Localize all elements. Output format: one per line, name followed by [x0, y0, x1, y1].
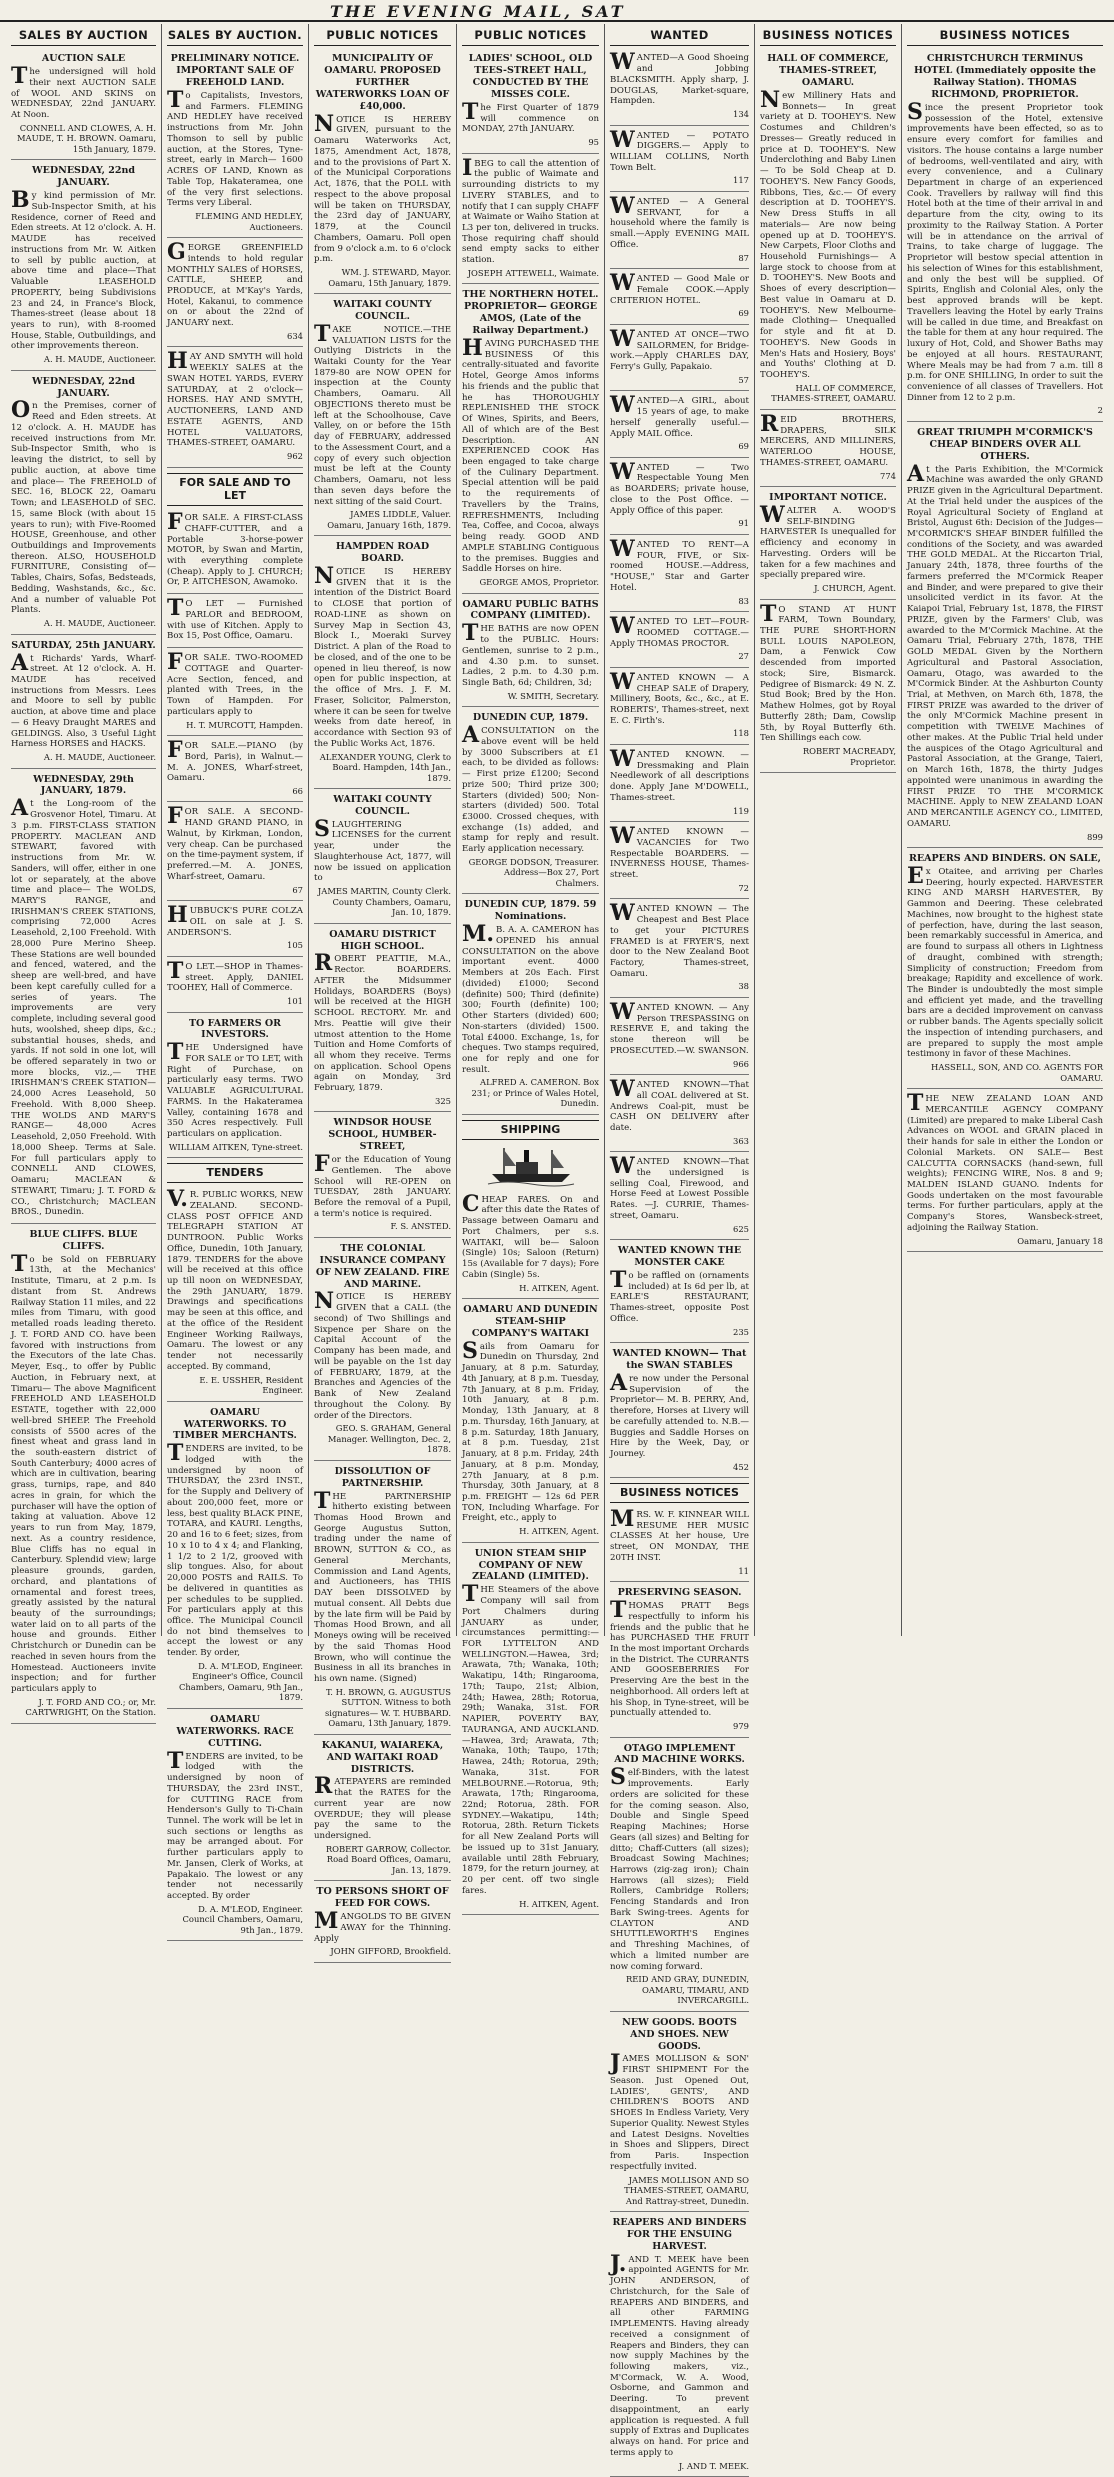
- advertisement: [314, 1463, 451, 1735]
- advertisement-body: MANGOLDS TO BE GIVEN AWAY for the Thinning. Apply: [314, 1908, 451, 1944]
- advertisement: [610, 537, 749, 612]
- advertisement-signature: 91: [738, 518, 749, 529]
- advertisement-title: TO FARMERS OR INVESTORS.: [188, 1017, 282, 1041]
- column-header: PUBLIC NOTICES: [462, 26, 599, 46]
- advertisement-signature: 118: [733, 728, 749, 739]
- advertisement-body: Since the present Proprietor took possession of the Hotel, extensive improvements have been effected, so as to ensure every comfort for families and visitors. The house contains a large number of bedrooms, well-ventilated and airy, with every convenience, and a Culinary Department in charge of an experienced Cook. Travellers by railway will find this Hotel both at the time of their arrival in and departure from the city, owing to its proximity to the Railway Station. A Porter will be in attendance on the arrival of Trains, to take charge of luggage. The Proprietor will bestow special attention in his selection of Wines for this establishment, and only the best will be supplied. Of Spirits, English and Colonial Ales, only the best approved brands will be kept. Travellers leaving the Hotel by early Trains will be called in due time, and Breakfast on the table for them at any hour required. The luxury of Hot, Cold, and Shower Baths may be enjoyed at all hours. RESTAURANT, Where Meals may be had from 7 a.m. till 8 p.m. for ONE SHILLING, In order to suit the convenience of all classes of Travellers. Hot Dinner from 12 to 2 p.m.: [907, 98, 1103, 403]
- advertisement-signature: Oamaru, January 18: [1017, 1235, 1103, 1246]
- advertisement-signature: 72: [738, 882, 749, 893]
- advertisement-body: TENDERS are invited, to be lodged with the undersigned by noon of THURSDAY, the 23rd INST., for the Supply and Delivery of about 200,000 feet, more or less, best quality BLACK PINE, TOTARA, and KAURI. Lengths, 20 and 16 to 6 feet; sizes, from 10 x 10 to 4 x 4; and Flanking, 1 1/2 to 2 1/2, grooved with slip tongues. Also, for about 20,000 POSTS and RAILS. To be delivered in quantities as per schedules to be supplied. For particulars apply at this office. The Municipal Council do not bind themselves to accept the lowest or any tender. By order,: [167, 1440, 303, 1659]
- advertisement: [610, 1345, 749, 1478]
- advertisement-body: Sails from Oamaru for Dunedin on Thursday, 2nd January, at 8 p.m. Saturday, 4th January, at 8 p.m. Tuesday, 7th January, at 8 p.m. Friday, 10th January, at 8 p.m. Monday, 13th January, at 8 p.m. Thursday, 16th January, at 8 p.m. Saturday, 18th January, at 8 p.m. Tuesday, 21st January, at 8 p.m. Friday, 24th January, at 8 p.m. Monday, 27th January, at 8 p.m. Thursday, 30th January, at 8 p.m. FREIGHT — 12s 6d PER TON, Including Wharfage. For Freight, etc., apply to: [462, 1337, 599, 1524]
- advertisement: [610, 50, 749, 125]
- steamship-illustration-icon: [462, 1144, 599, 1188]
- advertisement-body: WANTED KNOWN. — Dressmaking and Plain Needlework of all descriptions done. Apply Jane M'DOWELL, Thames-street.: [610, 745, 749, 803]
- advertisement-signature: CONNELL AND CLOWES, A. H. MAUDE, T. H. BROWN. Oamaru, 15th January, 1879.: [16, 122, 156, 154]
- advertisement-title: SATURDAY, 25th JANUARY.: [11, 639, 156, 651]
- advertisement-title: DUNEDIN CUP, 1879. 59 Nominations.: [464, 899, 597, 923]
- advertisement-signature: 66: [292, 785, 303, 796]
- advertisement: [167, 804, 303, 901]
- advertisement-body: The undersigned will hold their next AUCTION SALE of WOOL AND SKINS on WEDNESDAY, 22nd JANUARY. At Noon.: [11, 63, 156, 121]
- advertisement: [167, 1187, 303, 1401]
- advertisement: [314, 1114, 451, 1238]
- advertisement: [610, 1154, 749, 1240]
- advertisement-body: TENDERS are invited, to be lodged with the undersigned by noon of THURSDAY, the 23rd INST., for CUTTING RACE from Henderson's Gully to Ti-Chain Tunnel. The work will be let in such sections or lengths as may be arranged about. For further particulars apply to Mr. Jansen, Clerk of Works, at Papakaio. The lowest or any tender not necessarily accepted. By order: [167, 1747, 303, 1902]
- advertisement-body: HAVING PURCHASED THE BUSINESS Of this centrally-situated and favorite Hotel, George Amos informs his friends and the public that he has THOROUGHLY REPLENISHED THE STOCK Of Wines, Spirits, and Beers, All of which are of the Best Description. AN EXPERIENCED COOK Has been engaged to take charge of the Culinary Department. Special attention will be paid to the requirements of Travellers by the Trains, REFRESHMENTS, Including Tea, Coffee, and Cocoa, always being ready. GOOD AND AMPLE STABLING Contiguous to the premises. Buggies and Saddle Horses on hire.: [462, 334, 599, 575]
- advertisement: [610, 824, 749, 899]
- advertisement-title: OAMARU WATERWORKS. RACE CUTTING.: [176, 1713, 294, 1749]
- advertisement-title: WANTED KNOWN— That the SWAN STABLES: [612, 1348, 747, 1371]
- advertisement-title: GREAT TRIUMPH M'CORMICK'S CHEAP BINDERS OVER ALL OTHERS.: [917, 426, 1093, 462]
- advertisement-body: WANTED KNOWN — VACANCIES for Two Respectable BOARDERS. —INVERNESS HOUSE, Thames-street.: [610, 823, 749, 881]
- advertisement-title: OAMARU DISTRICT HIGH SCHOOL.: [329, 928, 436, 952]
- advertisement: [610, 128, 749, 192]
- section-header: SHIPPING: [462, 1120, 599, 1140]
- advertisement: [167, 349, 303, 467]
- advertisement: [314, 538, 451, 789]
- advertisement-signature: 11: [738, 1565, 749, 1576]
- column-public-notices-2: [457, 24, 605, 1909]
- advertisement-signature: E. E. USSHER, Resident Engineer.: [199, 1374, 303, 1396]
- advertisement-signature: ALEXANDER YOUNG, Clerk to Board. Hampden, 14th Jan., 1879.: [319, 751, 451, 783]
- advertisement-signature: 101: [287, 996, 303, 1007]
- advertisement-body: To be raffled on (ornaments included) at Is 6d per lb, at EARLE'S RESTAURANT, Thames-street, opposite Post Office.: [610, 1266, 749, 1324]
- section-header: BUSINESS NOTICES: [610, 1483, 749, 1503]
- advertisement-body: At Richards' Yards, Wharf-street. At 12 o'clock. A. H. MAUDE has received instructions from Messrs. Lees and Moore to sell by public auction, at above time and place— 6 Heavy Draught MARES and GELDINGS. Also, 3 Useful Light Harness HORSES and HACKS.: [11, 649, 156, 750]
- advertisement: [314, 1737, 451, 1882]
- advertisement: [167, 959, 303, 1013]
- advertisement: [167, 1015, 303, 1159]
- advertisement-body: Self-Binders, with the latest improvements. Early orders are solicited for these for the coming season. Also, Double and Single Speed Reaping Machines; Horse Gears (all sizes) and Belting for ditto; Chaff-Cutters (all sizes); Broadcast Sowing Machines; Harrows (zig-zag iron); Chain Harrows (all sizes); Field Rollers, Cambridge Rollers; Fencing Standards and Iron Bark Swing-trees. Agents for CLAYTON AND SHUTTLEWORTH'S Engines and Threshing Machines, of which a limited number are now coming forward.: [610, 1764, 749, 1972]
- advertisement-title: REAPERS AND BINDERS FOR THE ENSUING HARVEST.: [612, 2217, 747, 2252]
- advertisement-body: TO STAND AT HUNT FARM, Town Boundary, THE PURE SHORT-HORN BULL LOUIS NAPOLEON, Dam, a Fenwick Cow descended from imported stock; Sire, Bismarck. Pedigree of Bismarck: 49 N. Z. Stud Book; Bred by the Hon. Mathew Holmes, got by Royal Butterfly 28th; Dam, Cowslip 5th, by Royal Butterfly 6th. Ten Shillings each cow.: [760, 600, 896, 744]
- advertisement-signature: WM. J. STEWARD, Mayor. Oamaru, 15th January, 1879.: [328, 267, 451, 288]
- advertisement-signature: H. AITKEN, Agent.: [519, 1526, 599, 1537]
- column-business-notices-2: [902, 24, 1108, 1636]
- section-header: TENDERS: [167, 1163, 303, 1183]
- advertisement-body: TO LET.—SHOP in Thames-street. Apply, DANIEL TOOHEY, Hall of Commerce.: [167, 957, 303, 994]
- advertisement: [167, 510, 303, 594]
- advertisement: [462, 156, 599, 285]
- advertisement-body: Ex Otaitee, and arriving per Charles Deering, hourly expected. HARVESTER KING AND MARSH HARVESTER, By Gammon and Deering. These celebrated Machines, now brought to the highest state of perfection, have, during the last season, been remarkably successful in America, and are found to surpass all others in Lightness of draught, combined with strength; Simplicity of construction; Freedom from breakage; Rapidity and excellence of work. The Binder is undoubtedly the most simple and efficient yet made, and the travelling bars are a decided improvement on canvass or rubber bands. The Agents specially solicit the inspection of intending purchasers, and are prepared to supply the most ample testimony in favor of these Machines.: [907, 862, 1103, 1060]
- advertisement-signature: 38: [738, 981, 749, 992]
- advertisement-title: OAMARU PUBLIC BATHS COMPANY (LIMITED).: [462, 598, 599, 622]
- advertisement-title: WEDNESDAY, 22nd JANUARY.: [31, 375, 135, 399]
- column-sales-by-auction-1: [6, 24, 162, 1718]
- advertisement: [907, 850, 1103, 1089]
- advertisement-signature: 69: [738, 308, 749, 319]
- advertisement: [760, 602, 896, 774]
- advertisement: [314, 50, 451, 294]
- advertisement: [760, 412, 896, 487]
- advertisement-title: WAITAKI COUNTY COUNCIL.: [333, 299, 432, 322]
- section-header: FOR SALE AND TO LET: [167, 473, 303, 507]
- advertisement-signature: REID AND GRAY, DUNEDIN, OAMARU, TIMARU, AND INVERCARGILL.: [625, 1974, 749, 2006]
- advertisement: [167, 240, 303, 347]
- advertisement-signature: 235: [733, 1326, 749, 1337]
- advertisement-body: NOTICE IS HEREBY GIVEN, pursuant to the Oamaru Waterworks Act, 1875, Amendment Act, 1878, and to the provisions of Part X. of the Municipal Corporations Act, 1876, that the POLL with respect to the above proposal will be taken on THURSDAY, the 23rd day of JANUARY, 1879, at the Council Chambers, Oamaru. Poll open from 9 o'clock a.m. to 6 o'clock p.m.: [314, 110, 451, 265]
- advertisement-body: FOR SALE. A SECOND-HAND GRAND PIANO, in Walnut, by Kirkman, London, very cheap. Can be purchased on the time-payment system, if preferred.—M. A. JONES, Wharf-street, Oamaru.: [167, 803, 303, 882]
- advertisement-body: New Millinery Hats and Bonnets— In great variety at D. TOOHEY'S. New Costumes and Children's Dresses— Greatly reduced in price at D. TOOHEY'S. New Underclothing and Baby Linen— To be Sold Cheap at D. TOOHEY'S. New Fancy Goods, Ribbons, Ties, &c.— Of every description at D. TOOHEY'S. New Dress Stuffs in all materials— Are now being opened up at D. TOOHEY'S. New Carpets, Floor Cloths and Household Furnishings— A large stock to choose from at D. TOOHEY'S. New Boots and Shoes of every description— Best value in Oamaru at D. TOOHEY'S. New Melbourne-made Clothing— Unequalled for style and fit at D. TOOHEY'S. New Goods in Men's Hats and Hosiery, Boys' and Youths' Clothing at D. TOOHEY'S.: [760, 87, 896, 381]
- advertisement: [167, 738, 303, 802]
- advertisement-signature: A. H. MAUDE, Auctioneer.: [43, 752, 156, 763]
- advertisement-title: LADIES' SCHOOL, OLD TEES-STREET HALL, CONDUCTED BY THE MISSES COLE.: [468, 53, 593, 100]
- advertisement-signature: 95: [588, 137, 599, 148]
- advertisement: [11, 373, 156, 635]
- advertisement-body: For the Education of Young Gentlemen. The above School will RE-OPEN on TUESDAY, 28th JANUARY. Before the removal of a Pupil, a term's notice is required.: [314, 1151, 451, 1219]
- column-header: BUSINESS NOTICES: [907, 26, 1103, 46]
- advertisement-title: WANTED KNOWN THE MONSTER CAKE: [617, 1245, 742, 1269]
- advertisement: [314, 1883, 451, 1962]
- advertisement-body: IBEG to call the attention of the public of Waimate and surrounding districts to my LIVERY STABLES, and to notify that I can supply CHAFF at Waimate or Waiho Station at L3 per ton, delivered in trucks. Those requiring chaff should send empty sacks to either station.: [462, 154, 599, 266]
- advertisement-body: THOMAS PRATT Begs respectfully to inform his friends and the public that he has PURCHASED THE FRUIT In the most important Orchards in the District. The CURRANTS AND GOOSEBERRIES For Preserving Are the best in the neighborhood. All orders left at his Shop, in Tyne-street, will be punctually attended to.: [610, 1597, 750, 1719]
- advertisement-body: NOTICE IS HEREBY GIVEN that it is the intention of the District Board to CLOSE that portion of ROAD-LINE as shown on Survey Map in Section 43, Block I., Moeraki Survey District. A plan of the Road to be closed, and of the one to be opened in lieu thereof, is now open for public inspection, at the office of Mrs. J. F. M. Fraser, Solicitor, Palmerston, where it can be seen for twelve weeks from date hereof, in accordance with Section 93 of the Public Works Act, 1876.: [314, 563, 451, 749]
- advertisement-body: WANTED KNOWN. — Any Person TRESPASSING on RESERVE E, and taking the stone thereon will be PROSECUTED.—W. SWANSON.: [610, 998, 749, 1056]
- advertisement-title: DUNEDIN CUP, 1879.: [472, 712, 589, 724]
- advertisement-body: SLAUGHTERING LICENSES for the current year, under the Slaughterhouse Act, 1877, will now be issued on application to: [314, 815, 451, 884]
- advertisement-signature: 105: [287, 940, 303, 951]
- advertisement-title: TO PERSONS SHORT OF FEED FOR COWS.: [316, 1886, 449, 1910]
- advertisement: [907, 424, 1103, 848]
- advertisement-body: WANTED — Two Respectable Young Men as BOARDERS; private house, close to the Post Office. — Apply Office of this paper.: [610, 458, 749, 516]
- advertisement-signature: JAMES LIDDLE, Valuer. Oamaru, January 16th, 1879.: [327, 509, 451, 530]
- advertisement-signature: 452: [733, 1461, 749, 1472]
- advertisement-title: NEW GOODS. BOOTS AND SHOES. NEW GOODS.: [622, 2016, 737, 2052]
- advertisement-signature: 625: [733, 1223, 749, 1234]
- column-business-notices-1: [755, 24, 902, 1636]
- advertisement: [462, 286, 599, 593]
- advertisement-title: HAMPDEN ROAD BOARD.: [335, 541, 430, 565]
- advertisement-body: WANTED — POTATO DIGGERS.— Apply to WILLIAM COLLINS, North Town Belt.: [610, 126, 749, 173]
- masthead-title: THE EVENING MAIL, SAT: [330, 2, 626, 21]
- advertisement-body: V.R. PUBLIC WORKS, NEW ZEALAND. SECOND-CLASS POST OFFICE AND TELEGRAPH STATION AT DUNTROON. Public Works Office, Dunedin, 10th January, 1879. TENDERS for the above will be received at this office up till noon on WEDNESDAY, the 29th JANUARY, 1879. Drawings and specifications may be seen at this office, and at the office of the Resident Engineer Working Railways, Oamaru. The lowest or any tender not necessarily accepted. By command,: [167, 1186, 303, 1372]
- advertisement-body: THE Steamers of the above Company will sail from Port Chalmers during JANUARY as under, circumstances permitting:— FOR LYTTELTON AND WELLINGTON.—Hawea, 3rd; Arawata, 7th; Wanaka, 10th; Wakatipu, 14th; Ringarooma, 17th; Taupo, 21st; Albion, 24th; Hawea, 28th; Rotorua, 29th; Wanaka, 31st. FOR NAPIER, POVERTY BAY, TAURANGA, AND AUCKLAND.—Hawea, 3rd; Arawata, 7th; Wanaka, 10th; Taupo, 17th; Hawea, 24th; Rotorua, 29th; Wanaka, 31st. FOR MELBOURNE.—Rotorua, 9th; Arawata, 17th; Ringarooma, 22nd; Rotorua, 28th. FOR SYDNEY.—Wakatipu, 14th; Rotorua, 28th. Return Tickets for all New Zealand Ports will be issued up to 31st January, available until 28th February, 1879, for the return journey, at 20 per cent. off two single fares.: [462, 1581, 599, 1896]
- advertisement: [610, 327, 749, 391]
- advertisement: [610, 460, 749, 535]
- advertisement: [462, 896, 599, 1115]
- advertisement-body: The First Quarter of 1879 will commence on MONDAY, 27th JANUARY.: [462, 98, 599, 135]
- advertisement-body: REID BROTHERS, DRAPERS, SILK MERCERS, AND MILLINERS, WATERLOO HOUSE, THAMES-STREET, OAMARU.: [760, 410, 896, 468]
- advertisement-signature: JAMES MOLLISON AND SO THAMES-STREET, OAMARU, And Rattray-street, Dunedin.: [624, 2174, 749, 2206]
- advertisement: [610, 614, 749, 668]
- advertisement-signature: 117: [733, 175, 749, 186]
- advertisement-title: MUNICIPALITY OF OAMARU. PROPOSED FURTHER WATERWORKS LOAN OF £40,000.: [315, 53, 450, 112]
- advertisement-body: WANTED KNOWN—That the undersigned is selling Coal, Firewood, and Horse Feed at Lowest Possible Rates. —J. CURRIE, Thames-street, Oamaru.: [610, 1153, 749, 1221]
- advertisement-body: WANTED — Good Male or Female COOK.—Apply CRITERION HOTEL.: [610, 270, 749, 306]
- advertisement-body: TO LET — Furnished PARLOR and BEDROOM, with use of Kitchen. Apply to Box 15, Post Office, Oamaru.: [167, 595, 303, 642]
- advertisement: [610, 1584, 749, 1737]
- advertisement: [610, 901, 749, 998]
- advertisement-signature: 966: [733, 1058, 749, 1069]
- advertisement-body: TAKE NOTICE.—THE VALUATION LISTS for the Outlying Districts in the Waitaki County for the Year 1879-80 are NOW OPEN for inspection at the County Chambers, Oamaru. All OBJECTIONS thereto must be left at the Schoolhouse, Cave Valley, on or before the 15th day of FEBRUARY, addressed to the Assessment Court, and a copy of every such objection must be left at the County Chambers, Oamaru, not less than seven days before the next sitting of the said Court.: [314, 320, 451, 507]
- advertisement-signature: J. T. FORD AND CO.; or, Mr. CARTWRIGHT, On the Station.: [25, 1696, 156, 1718]
- advertisement-signature: HALL OF COMMERCE, THAMES-STREET, OAMARU.: [771, 382, 896, 404]
- advertisement-signature: 979: [733, 1721, 749, 1732]
- advertisement-body: On the Premises, corner of Reed and Eden streets. At 12 o'clock. A. H. MAUDE has received instructions from Mr. Sub-Inspector Smith, who is leaving the district, to sell by public auction, at above time and place— The FREEHOLD of SEC. 16, BLOCK 22, Oamaru Town; and LEASEHOLD of SEC. 15, same Block (with about 15 years to run); with Five-Roomed HOUSE, Greenhouse, and other Outbuildings and Improvements thereon. ALSO, HOUSEHOLD FURNITURE, Consisting of—Tables, Chairs, Sofas, Bedsteads, Bedding, Washstands, &c., &c. And a number of valuable Pot Plants.: [11, 397, 156, 616]
- advertisement-signature: A. H. MAUDE, Auctioneer.: [43, 354, 156, 365]
- advertisement-signature: H. AITKEN, Agent.: [519, 1898, 599, 1909]
- advertisement-body: Are now under the Personal Supervision of the Proprietor— M. B. PERRY, And, therefore, Horses at Livery will be carefully attended to. N.B.—Buggies and Saddle Horses on Hire by the Week, Day, or Journey.: [610, 1369, 749, 1459]
- column-header: SALES BY AUCTION: [11, 26, 156, 46]
- advertisement-body: To Capitalists, Investors, and Farmers. FLEMING AND HEDLEY have received instructions from Mr. John Thomson to sell by public auction, at the Stores, Tyne-street, early in March— 1600 ACRES OF LAND, Known as Table Top, Hakateramea, one of the very first selections. Terms very Liberal.: [167, 87, 303, 209]
- advertisement: [314, 926, 451, 1113]
- advertisement-body: WANTED AT ONCE—TWO SAILORMEN, for Bridge-work.—Apply CHARLES DAY, Ferry's Gully, Papakaio.: [610, 325, 749, 373]
- advertisement-signature: 119: [733, 805, 749, 816]
- advertisement: [167, 650, 303, 736]
- advertisement: [11, 1226, 156, 1724]
- advertisement-title: AUCTION SALE: [41, 53, 126, 65]
- advertisement-title: WAITAKI COUNTY COUNCIL.: [333, 794, 432, 817]
- column-header: SALES BY AUCTION.: [167, 26, 303, 46]
- column-sales-by-auction-2: [162, 24, 309, 1935]
- column-header: WANTED: [610, 26, 749, 46]
- advertisement: [610, 1000, 749, 1075]
- advertisement-body: FOR SALE.—PIANO (by Bord, Paris), in Walnut.—M. A. JONES, Wharf-street, Oamaru.: [167, 737, 303, 784]
- advertisement: [907, 50, 1103, 422]
- advertisement-body: By kind permission of Mr. Sub-Inspector Smith, at his Residence, corner of Reed and Eden streets. At 12 o'clock. A. H. MAUDE has received instructions from Mr. W. Aitken to sell by public auction, at above time and place—That Valuable LEASEHOLD PROPERTY, being Subdivisions 23 and 24, in France's Block, Thames-street (lease about 18 years to run), with 8-roomed House, Stable, Outbuildings, and other improvements thereon.: [11, 187, 156, 352]
- advertisement: [760, 489, 896, 600]
- advertisement-signature: HASSELL, SON, AND CO. AGENTS FOR OAMARU.: [931, 1062, 1103, 1083]
- advertisement-signature: A. H. MAUDE, Auctioneer.: [43, 618, 156, 629]
- advertisement: [167, 596, 303, 648]
- advertisement-body: ACONSULTATION on the above event will be held by 3000 Subscribers at £1 each, to be divided as follows:— First prize £1200; Second prize 500; Third prize 300; Starters (divided) 500; Non-starters (divided) 500. Total £3000. Crossed cheques, with exchange (1s) added, and stamp for reply and result. Early application necessary.: [462, 722, 599, 855]
- advertisement: [610, 1077, 749, 1152]
- advertisement: [462, 709, 599, 894]
- advertisement-body: FOR SALE. TWO-ROOMED COTTAGE and Quarter-Acre Section, fenced, and planted with Trees, in the Town of Hampden. For particulars apply to: [167, 649, 303, 717]
- advertisement-body: HUBBUCK'S PURE COLZA OIL on sale at J. S. ANDERSON'S.: [167, 902, 303, 938]
- advertisement: [610, 2014, 749, 2212]
- advertisement-signature: 2: [1097, 405, 1103, 416]
- advertisement: [167, 1711, 303, 1941]
- advertisement-body: GEORGE GREENFIELD intends to hold regular MONTHLY SALES of HORSES, CATTLE, SHEEP, and PRODUCE, at M'Kay's Yards, Hotel, Kakanui, to commence on or about the 22nd of JANUARY next.: [167, 239, 303, 329]
- masthead: [0, 0, 1114, 22]
- advertisement-body: HAY AND SMYTH will hold WEEKLY SALES at the SWAN HOTEL YARDS, EVERY SATURDAY, at 2 o'clock— HORSES. HAY AND SMYTH, AUCTIONEERS, LAND AND ESTATE AGENTS, AND HOTEL VALUATORS, THAMES-STREET, OAMARU.: [167, 348, 303, 449]
- advertisement-title: DISSOLUTION OF PARTNERSHIP.: [334, 1465, 431, 1489]
- advertisement-body: FOR SALE. A FIRST-CLASS CHAFF-CUTTER, and a Portable 3-horse-power MOTOR, by Swan and Martin, with everything complete (Cheap). Apply to J. CHURCH; Or, P. AITCHESON, Awamoko.: [167, 509, 303, 588]
- advertisement-signature: GEO. S. GRAHAM, General Manager. Wellington, Dec. 2, 1878.: [327, 1423, 451, 1455]
- advertisement-signature: 87: [738, 252, 749, 263]
- advertisement: [610, 393, 749, 457]
- advertisement: [167, 50, 303, 238]
- advertisement-title: THE COLONIAL INSURANCE COMPANY OF NEW ZEALAND. FIRE AND MARINE.: [315, 1242, 450, 1290]
- advertisement-signature: JAMES MARTIN, County Clerk. County Chambers, Oamaru, Jan. 10, 1879.: [317, 886, 451, 918]
- advertisement-title: PRESERVING SEASON.: [617, 1587, 742, 1599]
- advertisement: [610, 747, 749, 822]
- advertisement-signature: 363: [733, 1135, 749, 1146]
- advertisement-signature: JOSEPH ATTEWELL, Waimate.: [467, 267, 599, 278]
- advertisement-signature: 83: [738, 595, 749, 606]
- advertisement-signature: FLEMING AND HEDLEY, Auctioneers.: [195, 211, 303, 232]
- advertisement-signature: J. AND T. MEEK.: [678, 2460, 749, 2471]
- advertisement-body: WANTED—A Good Shoeing and Jobbing BLACKSMITH. Apply sharp, J. DOUGLAS, Market-square, Hampden.: [610, 49, 749, 107]
- column-header: BUSINESS NOTICES: [760, 26, 896, 46]
- advertisement: [610, 1507, 749, 1582]
- advertisement-signature: 57: [738, 374, 749, 385]
- advertisement-signature: 27: [738, 651, 749, 662]
- advertisement-body: At the Paris Exhibition, the M'Cormick Machine was awarded the only GRAND PRIZE given in the Agricultural Department. At the Trial held under the auspices of the Royal Agricultural Society of England at Bristol, August 6th: Decision of the Judges—M'CORMICK'S SHEAF BINDER fulfilled the conditions of the Society, and was awarded THE GOLD MEDAL. At the Riccarton Trial, January 24th, 1878, three fourths of the farmers preferred the M'Cormick Reaper and Binder, and were prepared to give their unsolicited verdict in its favor. At the Kaiapoi Trial, February 1st, 1878, the FIRST PRIZE, given by the Farmers' Club, was awarded to the M'Cormick Machine. At the Oamaru Trial, February 27th, 1878, THE GOLD MEDAL Given by the Northern Agricultural and Pastoral Association, Oamaru, Otago, was awarded to the M'Cormick Binder. At the Ashburton County Trial, at Methven, on March 6th, 1878, the FIRST PRIZE was awarded to the driver of the only M'Cormick Machine present in competition with TWELVE Machines of other makes. At the Public Trial held under the auspices of the Otago Agricultural and Pastoral Association, at the Grange, Taieri, on March 16th, 1878, the thirty Judges appointed were unanimous in awarding the FIRST PRIZE TO THE M'CORMICK MACHINE. Apply to NEW ZEALAND LOAN AND MERCANTILE AGENCY CO., LIMITED, OAMARU.: [907, 460, 1103, 829]
- advertisement-body: M.B. A. A. CAMERON has OPENED his annual CONSULTATION on the above important event. 4000 Members at 20s Each. First (divided) £1000; Second (definite) 500; Third (definite) 300; Fourth (definite) 100; Other Starters (divided) 600; Non-starters (divided) 1500. Total £4000. Exchange, 1s, for cheques. Two stamps required, one for reply and one for result.: [462, 921, 599, 1075]
- advertisement-title: OTAGO IMPLEMENT AND MACHINE WORKS.: [614, 1742, 745, 1766]
- advertisement-signature: ROBERT GARROW, Collector. Road Board Offices, Oamaru, Jan. 13, 1879.: [325, 1843, 451, 1875]
- advertisement-body: ROBERT PEATTIE, M.A., Rector. BOARDERS. AFTER the Midsummer Holidays, BOARDERS (Boys) will be received at the HIGH SCHOOL RECTORY. Mr. and Mrs. Peattie will give their utmost attention to the Home Tuition and Home Comforts of all whom they receive. Terms on application. School Opens again on Monday, 3rd February, 1879.: [314, 950, 451, 1094]
- advertisement-signature: 134: [733, 109, 749, 120]
- advertisement: [610, 670, 749, 745]
- advertisement: [610, 1740, 749, 2012]
- advertisement-title: KAKANUI, WAIAREKA, AND WAITAKI ROAD DISTRICTS.: [321, 1739, 444, 1775]
- advertisement: [314, 1240, 451, 1461]
- advertisement: [610, 194, 749, 269]
- advertisement: [11, 637, 156, 769]
- advertisement-body: WANTED KNOWN—That all COAL delivered at St. Andrews Coal-pit, must be CASH ON DELIVERY after date.: [610, 1076, 749, 1134]
- advertisement-signature: ROBERT MACREADY, Proprietor.: [802, 746, 896, 767]
- advertisement: [462, 1301, 599, 1543]
- advertisement-body: THE NEW ZEALAND LOAN AND MERCANTILE AGENCY COMPANY (Limited) are prepared to make Liberal Cash Advances on WOOL and GRAIN placed in their hands for sale in either the London or Colonial Markets. ON SALE— Best CALCUTTA CORNSACKS (hand-sewn, full weights); FENCING WIRE, Nos. 8 and 9; MALDEN ISLAND GUANO. Indents for Goods undertaken on the most favourable terms. For further particulars, apply at the Company's Stores, Wansbeck-street, adjoining the Railway Station.: [907, 1090, 1103, 1233]
- advertisement-signature: 69: [738, 441, 749, 452]
- advertisement: [610, 271, 749, 325]
- advertisement-signature: 634: [287, 330, 303, 341]
- advertisement-signature: D. A. M'LEOD, Engineer. Engineer's Office, Council Chambers, Oamaru, 9th Jan., 1879.: [178, 1660, 303, 1703]
- column-wanted: [605, 24, 755, 2471]
- advertisement-body: To be Sold on FEBRUARY 13th, at the Mechanics' Institute, Timaru, at 2 p.m. Is distant from St. Andrews Railway Station 11 miles, and 22 miles from Timaru, with good metalled roads leading thereto. J. T. FORD AND CO. have been favored with instructions from the Executors of the late Chas. Meyer, Esq., to offer by Public Auction, in February next, at Timaru— The above Magnificent FREEHOLD AND LEASEHOLD ESTATE, together with 22,000 well-bred SHEEP. The Freehold consists of 5500 acres of the finest wheat and grass land in the south-eastern district of South Canterbury; 4000 acres of which are in cultivation, bearing grass, turnips, rape, and 840 acres in grain, for which the purchaser will have the option of taking at valuation. Above 12 years to run from May, 1879, next. As a country residence, Blue Cliffs has no equal in Canterbury. Splendid view; large pleasure grounds, garden, orchard, and plantations of ornamental and forest trees, greatly assisted by the natural beauty of the surroundings; water laid on to all parts of the house and grounds. Either Christchurch or Dunedin can be reached in seven hours from the Homestead. Auctioneers invite inspection; and for further particulars apply to: [11, 1250, 156, 1695]
- advertisement-signature: H. T. MURCOTT, Hampden.: [186, 719, 303, 730]
- advertisement: [462, 50, 599, 153]
- advertisement-signature: ALFRED A. CAMERON. Box 231; or Prince of Wales Hotel, Dunedin.: [471, 1077, 599, 1109]
- advertisement-signature: J. CHURCH, Agent.: [814, 583, 896, 594]
- advertisement-body: NOTICE IS HEREBY GIVEN that a CALL (the second) of Two Shillings and Sixpence per Share on the Capital Account of the Company has been made, and will be payable on the 1st day of FEBRUARY, 1879, at the Branches and Agencies of the Bank of New Zealand throughout the Colony. By order of the Directors.: [314, 1288, 451, 1421]
- advertisement-body: At the Long-room of the Grosvenor Hotel, Timaru. At 3 p.m. FIRST-CLASS STATION PROPERTY. MACLEAN AND STEWART, favored with instructions from Mr. W. Sanders, will offer, either in one lot or separately, at the above time and place— The WOLDS, MARY'S RANGE, and IRISHMAN'S CREEK STATIONS, comprising 72,000 Acres Leasehold, 2,100 Freehold. With 28,000 Pure Merino Sheep. These Stations are well bounded and fenced, watered, and the sheep are well-bred, and have been kept carefully culled for a series of years. The improvements are very complete, including several good huts, woolshed, sheep dips, &c.; substantial houses, sheds, and yards. If not sold in one lot, will be offered separately in two or more blocks, viz.,— THE IRISHMAN'S CREEK STATION— 24,000 Acres Leasehold, 50 Freehold. With 8,000 Sheep. THE WOLDS AND MARY'S RANGE— 48,000 Acres Leasehold, 2,050 Freehold. With 18,000 Sheep. Terms at Sale. For full particulars apply to CONNELL AND CLOWES, Oamaru; MACLEAN & STEWART, Timaru; J. T. FORD & CO., Christchurch; MACLEAN BROS., Dunedin.: [11, 795, 156, 1218]
- advertisement-body: WANTED—A GIRL, about 15 years of age, to make herself generally useful.—Apply MAIL Office.: [610, 392, 749, 439]
- advertisement-body: MRS. W. F. KINNEAR WILL RESUME HER MUSIC CLASSES At her house, Ure street, ON MONDAY, THE 20TH INST.: [610, 1505, 749, 1563]
- advertisement: [11, 162, 156, 370]
- advertisement-title: WINDSOR HOUSE SCHOOL, HUMBER-STREET,: [328, 1117, 437, 1153]
- advertisement-signature: 325: [435, 1095, 451, 1106]
- advertisement-signature: 67: [292, 884, 303, 895]
- advertisement: [314, 791, 451, 924]
- advertisement: [11, 771, 156, 1224]
- advertisement-title: IMPORTANT NOTICE.: [769, 492, 887, 503]
- column-public-notices-1: [309, 24, 457, 1957]
- advertisement-signature: JOHN GIFFORD, Brookfield.: [330, 1946, 451, 1957]
- advertisement-title: OAMARU AND DUNEDIN STEAM-SHIP COMPANY'S WAITAKI: [463, 1304, 598, 1339]
- advertisement: [167, 1404, 303, 1709]
- advertisement-signature: WILLIAM AITKEN, Tyne-street.: [168, 1141, 303, 1152]
- advertisement-signature: T. H. BROWN, G. AUGUSTUS SUTTON. Witness to both signatures— W. T. HUBBARD. Oamaru, 13th January, 1879.: [324, 1686, 451, 1729]
- advertisement-signature: D. A. M'LEOD, Engineer. Council Chambers, Oamaru, 9th Jan., 1879.: [182, 1903, 303, 1935]
- advertisement-signature: 774: [880, 470, 896, 481]
- advertisement: [462, 1545, 599, 1915]
- advertisement-body: JAMES MOLLISON & SON' FIRST SHIPMENT For the Season. Just Opened Out, LADIES', GENTS', AND CHILDREN'S BOOTS AND SHOES In Endless Variety, Very Superior Quality. Newest Styles and Latest Designs. Novelties in Shoes and Slippers, Direct from Paris. Inspection respectfully invited.: [610, 2050, 749, 2172]
- advertisement: [11, 50, 156, 160]
- advertisement-signature: GEORGE AMOS, Proprietor.: [479, 577, 599, 588]
- advertisement-title: BLUE CLIFFS. BLUE CLIFFS.: [29, 1229, 138, 1252]
- advertisement: [760, 50, 896, 409]
- advertisement-body: WALTER A. WOOD'S SELF-BINDING HARVESTER Is unequalled for efficiency and economy in Harvesting. Orders will be taken for a few machines and specially prepared wire.: [760, 501, 896, 581]
- advertisement-signature: 962: [287, 451, 303, 462]
- advertisement: [610, 2214, 749, 2477]
- advertisement-signature: F. S. ANSTED.: [390, 1221, 451, 1232]
- advertisement-title: CHRISTCHURCH TERMINUS HOTEL (Immediately opposite the Railway Station). THOMAS RICHMOND, PROPRIETOR.: [914, 53, 1096, 100]
- advertisement-body: WANTED KNOWN — A CHEAP SALE of Drapery, Millinery, Boots, &c., &c., at E. ROBERTS', Thames-street, next E. C. Firth's.: [610, 668, 749, 726]
- advertisement-signature: 899: [1087, 831, 1103, 842]
- column-header: PUBLIC NOTICES: [314, 26, 451, 46]
- advertisement-title: THE NORTHERN HOTEL. PROPRIETOR— GEORGE AMOS, (Late of the Railway Department.): [462, 289, 599, 337]
- advertisement-title: UNION STEAM SHIP COMPANY OF NEW ZEALAND (LIMITED).: [472, 1547, 589, 1583]
- advertisement-body: WANTED KNOWN — The Cheapest and Best Place to get your PICTURES FRAMED is at FRYER'S, next door to the New Zealand Boot Factory, Thames-street, Oamaru.: [610, 900, 749, 979]
- advertisement-title: WEDNESDAY, 22nd JANUARY.: [31, 165, 135, 189]
- advertisement-body: THE BATHS are now OPEN to the PUBLIC. Hours: Gentlemen, sunrise to 2 p.m., and 4.30 p.m. to sunset. Ladies, 2 p.m. to 4.30 p.m. Single Bath, 6d; Children, 3d;: [462, 620, 599, 688]
- advertisement-body: J.AND T. MEEK have been appointed AGENTS for Mr. JOHN ANDERSON, of Christchurch, for the Sale of REAPERS AND BINDERS, and all other FARMING IMPLEMENTS. Having already received a consignment of Reapers and Binders, they can now supply Machines by the following makers, viz., M'Cormack, W. A. Wood, Osborne, and Gammon and Deering. To prevent disappointment, an early application is requested. A full supply of Extras and Duplicates always on hand. For price and terms apply to: [610, 2250, 749, 2458]
- advertisement: [167, 903, 303, 957]
- newspaper-columns: [6, 24, 1108, 2471]
- advertisement-body: WANTED — A General SERVANT, for a household where the family is small.—Apply EVENING MAIL Office.: [610, 192, 749, 250]
- advertisement-body: WANTED TO RENT—A FOUR, FIVE, or Six-roomed HOUSE.—Address, "HOUSE," Star and Garter Hotel.: [610, 535, 749, 593]
- advertisement-title: WEDNESDAY, 29th JANUARY, 1879.: [33, 773, 134, 797]
- advertisement-body: RATEPAYERS are reminded that the RATES for the current year are now OVERDUE; they will please pay the same to the undersigned.: [314, 1773, 451, 1842]
- advertisement-body: CHEAP FARES. On and after this date the Rates of Passage between Oamaru and Port Chalmers, per s.s. WAITAKI, will be— Saloon (Single) 10s; Saloon (Return) 15s (Available for 7 days); Fore Cabin (Single) 5s.: [462, 1190, 599, 1280]
- advertisement-title: REAPERS AND BINDERS. ON SALE,: [909, 853, 1101, 865]
- advertisement-title: PRELIMINARY NOTICE. IMPORTANT SALE OF FREEHOLD LAND.: [170, 53, 300, 89]
- advertisement-signature: H. AITKEN, Agent.: [519, 1282, 599, 1293]
- advertisement-title: HALL OF COMMERCE, THAMES-STREET, OAMARU.: [767, 53, 889, 89]
- advertisement-signature: W. SMITH, Secretary.: [507, 690, 599, 701]
- advertisement: [462, 596, 599, 708]
- advertisement-title: OAMARU WATERWORKS. TO TIMBER MERCHANTS.: [173, 1406, 297, 1442]
- advertisement-body: WANTED TO LET—FOUR-ROOMED COTTAGE.—Apply THOMAS PROCTOR.: [610, 613, 749, 649]
- advertisement-body: THE PARTNERSHIP hitherto existing between Thomas Hood Brown and George Augustus Sutton, trading under the name of BROWN, SUTTON & CO., as General Merchants, Commission and Land Agents, and Auctioneers, has THIS DAY been DISSOLVED by mutual consent. All Debts due by the late firm will be Paid by Thomas Hood Brown, and all Moneys owing will be received by the said Thomas Hood Brown, who will continue the Business in all its branches in his own name. (Signed): [314, 1487, 451, 1685]
- advertisement: [907, 1091, 1103, 1252]
- advertisement-signature: GEORGE DODSON, Treasurer. Address—Box 27, Port Chalmers.: [468, 856, 599, 888]
- advertisement: [610, 1242, 749, 1343]
- advertisement: [314, 296, 451, 536]
- advertisement-body: THE Undersigned have FOR SALE or TO LET, with Right of Purchase, on particularly easy terms. TWO VALUABLE AGRICULTURAL FARMS. In the Hakateramea Valley, containing 1678 and 350 Acres respectively. Full particulars on application.: [167, 1039, 303, 1140]
- advertisement: [462, 1192, 599, 1299]
